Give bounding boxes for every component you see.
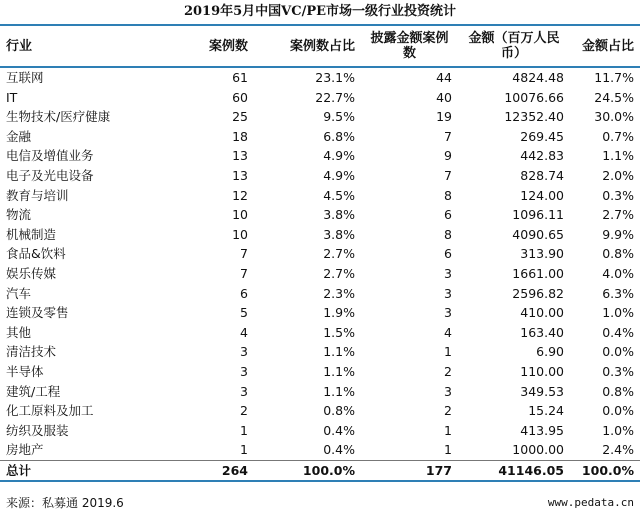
total-cell-case-count: 264 (162, 460, 254, 481)
cell-amount: 4824.48 (512, 70, 564, 85)
table-row (0, 146, 640, 166)
total-row (0, 460, 640, 481)
cell-amount-share: 0.0% (602, 403, 634, 419)
cell-disclosed-cases: 3 (444, 383, 452, 399)
cell-case-count: 10 (232, 207, 248, 223)
cell-amount: 313.90 (520, 246, 564, 262)
cell-amount: 269.45 (520, 128, 564, 144)
industry-table (0, 26, 640, 482)
cell-disclosed-cases: 2 (444, 363, 452, 379)
cell-industry: 建筑/工程 (6, 383, 61, 399)
cell-amount-share: 0.4% (602, 324, 634, 340)
cell-case-share: 2.3% (323, 285, 355, 301)
cell-industry: IT (6, 89, 18, 105)
cell-case-share: 2.7% (323, 246, 355, 262)
total-cell-industry: 总计 (0, 460, 162, 481)
total-cell-case-share: 100.0% (254, 460, 361, 481)
cell-case-share: 4.9% (323, 167, 355, 183)
cell-disclosed-cases: 40 (436, 89, 452, 105)
cell-amount: 828.74 (520, 167, 564, 183)
table-row (0, 342, 640, 362)
cell-industry: 生物技术/医疗健康 (6, 109, 111, 125)
table-row (0, 264, 640, 284)
cell-amount-share: 2.7% (602, 207, 634, 223)
cell-case-share: 1.1% (323, 383, 355, 399)
cell-industry: 连锁及零售 (6, 305, 69, 321)
cell-amount: 124.00 (520, 187, 564, 203)
cell-disclosed-cases: 1 (444, 442, 452, 458)
table-body (0, 67, 640, 481)
total-cell-amount-share: 100.0% (570, 460, 640, 481)
cell-case-count: 60 (232, 89, 248, 105)
cell-amount: 110.00 (520, 363, 564, 379)
cell-case-count: 13 (232, 148, 248, 164)
cell-case-count: 1 (240, 442, 248, 458)
cell-industry: 食品&饮料 (6, 246, 66, 262)
cell-case-count: 3 (240, 363, 248, 379)
cell-industry: 电信及增值业务 (6, 148, 94, 164)
table-row (0, 362, 640, 382)
cell-case-share: 0.4% (323, 442, 355, 458)
cell-disclosed-cases: 3 (444, 305, 452, 321)
cell-amount: 413.95 (520, 422, 564, 438)
cell-case-count: 12 (232, 187, 248, 203)
table-row (0, 284, 640, 304)
cell-amount-share: 2.0% (602, 167, 634, 183)
cell-disclosed-cases: 6 (444, 207, 452, 223)
table-title: 2019年5月中国VC/PE市场一级行业投资统计 (0, 0, 640, 26)
footer (0, 492, 640, 512)
cell-case-count: 7 (240, 265, 248, 281)
header-case-share: 案例数占比 (254, 26, 361, 67)
source-note: 来源：私募通 2019.6 (6, 495, 124, 510)
table-row (0, 225, 640, 245)
cell-amount-share: 0.8% (602, 246, 634, 262)
cell-case-count: 3 (240, 383, 248, 399)
cell-amount: 4090.65 (512, 226, 564, 242)
cell-disclosed-cases: 44 (436, 70, 452, 85)
header-row (0, 26, 640, 67)
cell-case-share: 4.5% (323, 187, 355, 203)
cell-amount-share: 2.4% (602, 442, 634, 458)
cell-amount: 1096.11 (512, 207, 564, 223)
cell-amount: 163.40 (520, 324, 564, 340)
cell-case-count: 2 (240, 403, 248, 419)
cell-amount: 15.24 (528, 403, 564, 419)
cell-amount-share: 30.0% (594, 109, 634, 125)
table-row (0, 440, 640, 460)
cell-amount: 12352.40 (504, 109, 564, 125)
total-cell-amount: 41146.05 (458, 460, 570, 481)
header-disclosed-cases: 披露金额案例数 (361, 26, 458, 67)
cell-industry: 化工原料及加工 (6, 403, 94, 419)
cell-amount: 442.83 (520, 148, 564, 164)
cell-case-count: 25 (232, 109, 248, 125)
website-label: www.pedata.cn (547, 495, 634, 509)
table-row (0, 244, 640, 264)
cell-case-share: 9.5% (323, 109, 355, 125)
cell-case-share: 4.9% (323, 148, 355, 164)
cell-disclosed-cases: 8 (444, 187, 452, 203)
cell-amount-share: 1.1% (602, 148, 634, 164)
cell-case-share: 3.8% (323, 207, 355, 223)
cell-case-count: 18 (232, 128, 248, 144)
table-row (0, 205, 640, 225)
cell-amount-share: 1.0% (602, 305, 634, 321)
cell-case-share: 0.8% (323, 403, 355, 419)
cell-amount-share: 0.7% (602, 128, 634, 144)
header-amount-share: 金额占比 (570, 26, 640, 67)
cell-amount-share: 9.9% (602, 226, 634, 242)
cell-disclosed-cases: 3 (444, 285, 452, 301)
cell-disclosed-cases: 9 (444, 148, 452, 164)
cell-disclosed-cases: 7 (444, 167, 452, 183)
cell-case-count: 61 (232, 70, 248, 85)
cell-disclosed-cases: 3 (444, 265, 452, 281)
cell-disclosed-cases: 1 (444, 422, 452, 438)
cell-amount: 349.53 (520, 383, 564, 399)
header-industry: 行业 (0, 26, 162, 67)
cell-amount-share: 4.0% (602, 265, 634, 281)
cell-amount-share: 24.5% (594, 89, 634, 105)
table-row (0, 421, 640, 441)
cell-case-count: 1 (240, 422, 248, 438)
cell-industry: 金融 (6, 128, 32, 144)
cell-disclosed-cases: 7 (444, 128, 452, 144)
table-row (0, 107, 640, 127)
cell-industry: 物流 (6, 207, 32, 223)
cell-case-count: 13 (232, 167, 248, 183)
cell-amount-share: 11.7% (594, 70, 634, 85)
table-row (0, 323, 640, 343)
cell-amount-share: 0.3% (602, 187, 634, 203)
cell-case-count: 4 (240, 324, 248, 340)
cell-industry: 互联网 (6, 70, 44, 85)
cell-case-share: 22.7% (315, 89, 355, 105)
cell-industry: 清洁技术 (6, 344, 57, 360)
cell-industry: 教育与培训 (6, 187, 69, 203)
cell-case-count: 6 (240, 285, 248, 301)
cell-case-count: 3 (240, 344, 248, 360)
cell-case-share: 3.8% (323, 226, 355, 242)
cell-amount-share: 0.3% (602, 363, 634, 379)
cell-amount: 6.90 (536, 344, 564, 360)
cell-industry: 其他 (6, 324, 32, 340)
cell-amount: 1661.00 (512, 265, 564, 281)
cell-amount: 410.00 (520, 305, 564, 321)
cell-case-share: 1.1% (323, 363, 355, 379)
cell-case-count: 5 (240, 305, 248, 321)
cell-case-share: 0.4% (323, 422, 355, 438)
table-row (0, 127, 640, 147)
cell-amount-share: 6.3% (602, 285, 634, 301)
cell-disclosed-cases: 1 (444, 344, 452, 360)
cell-disclosed-cases: 2 (444, 403, 452, 419)
cell-case-count: 7 (240, 246, 248, 262)
cell-industry: 半导体 (6, 363, 44, 379)
table-row (0, 401, 640, 421)
table-row (0, 88, 640, 108)
cell-case-share: 2.7% (323, 265, 355, 281)
cell-amount: 2596.82 (512, 285, 564, 301)
cell-case-share: 23.1% (315, 70, 355, 85)
cell-case-share: 1.9% (323, 305, 355, 321)
cell-amount-share: 0.0% (602, 344, 634, 360)
cell-amount-share: 1.0% (602, 422, 634, 438)
cell-industry: 汽车 (6, 285, 32, 301)
table-row (0, 303, 640, 323)
cell-industry: 房地产 (6, 442, 44, 458)
table-row (0, 186, 640, 206)
cell-case-share: 1.1% (323, 344, 355, 360)
cell-disclosed-cases: 8 (444, 226, 452, 242)
cell-amount: 10076.66 (504, 89, 564, 105)
cell-industry: 娱乐传媒 (6, 265, 57, 281)
cell-disclosed-cases: 19 (436, 109, 452, 125)
table-row (0, 382, 640, 402)
table-row (0, 166, 640, 186)
cell-disclosed-cases: 4 (444, 324, 452, 340)
table-row (0, 67, 640, 88)
cell-industry: 纺织及服装 (6, 422, 69, 438)
header-case-count: 案例数 (162, 26, 254, 67)
cell-industry: 电子及光电设备 (6, 167, 94, 183)
total-cell-disclosed-cases: 177 (361, 460, 458, 481)
cell-amount: 1000.00 (512, 442, 564, 458)
cell-case-count: 10 (232, 226, 248, 242)
cell-case-share: 1.5% (323, 324, 355, 340)
cell-disclosed-cases: 6 (444, 246, 452, 262)
header-amount: 金额（百万人民币） (458, 26, 570, 67)
cell-case-share: 6.8% (323, 128, 355, 144)
cell-amount-share: 0.8% (602, 383, 634, 399)
cell-industry: 机械制造 (6, 226, 57, 242)
